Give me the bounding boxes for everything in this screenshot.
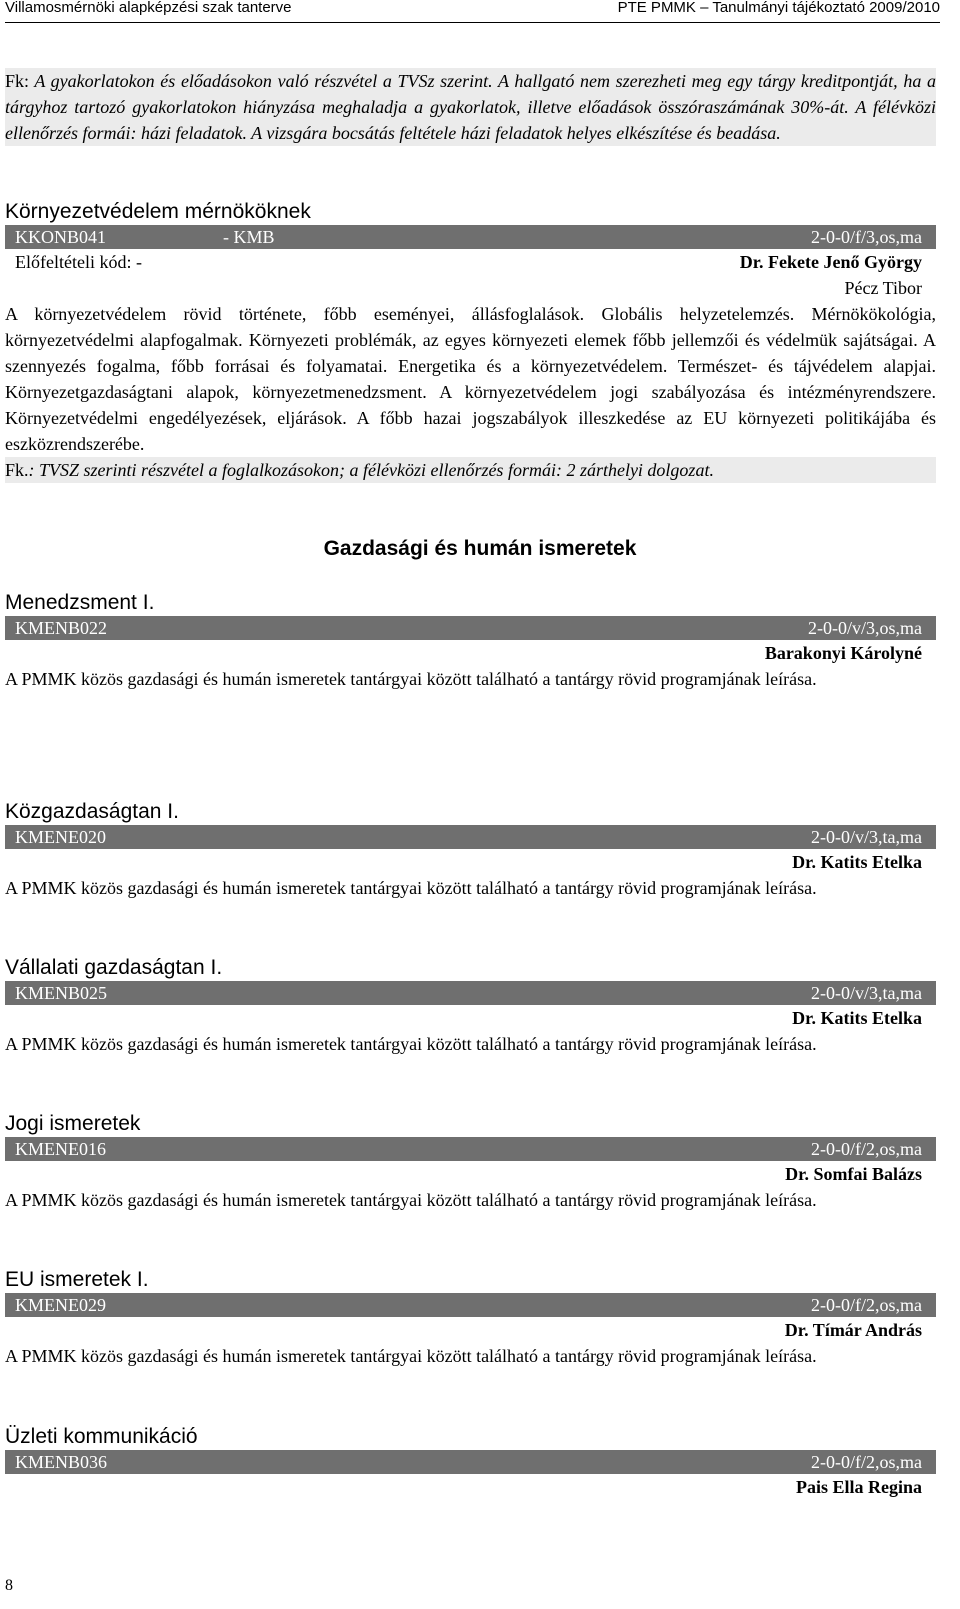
- course-code: KMENB025: [15, 983, 108, 1003]
- lecturer: Dr. Tímár András: [784, 1320, 922, 1340]
- course-title: Környezetvédelem mérnököknek: [5, 200, 311, 223]
- course-title: Vállalati gazdaságtan I.: [5, 956, 223, 979]
- course-block: [5, 590, 936, 692]
- course-code-bar: [5, 825, 936, 849]
- course-hours: 2-0-0/f/2,os,ma: [811, 1295, 922, 1315]
- course-environment: [5, 199, 936, 483]
- course-department: - KMB: [223, 227, 275, 247]
- course-description: A környezetvédelem rövid története, főbb eseményei, állásfoglalások. Globális helyzetelemzés. Mérnökökológia, környezetvédelmi alapfogalmak. Környezeti problémák, az egyes környezeti elemek főbb jellemzői és védelmük sajátságai. A szennyezés fogalma, főbb forrásai és folyamatai. Energetika és a környezetvédelem. Természet- és tájvédelem alapjai. Környezetgazdaságtani alapok, környezetmenedzsment. A környezetvédelem jogi szabályozása és intézményrendszere. Környezetvédelmi engedélyezések, eljárások. A főbb hazai jogszabályok illeszkedése az EU környezeti politikájába és eszközrendszerébe.: [5, 304, 936, 454]
- course-code-bar: [5, 225, 936, 249]
- course-hours: 2-0-0/v/3,ta,ma: [811, 827, 922, 847]
- course-requirements: [5, 457, 936, 483]
- lecturer: Dr. Fekete Jenő György: [739, 252, 922, 272]
- course-title: Közgazdaságtan I.: [5, 800, 179, 823]
- course-block: [5, 1267, 936, 1369]
- course-block: [5, 955, 936, 1057]
- page-header: [5, 0, 940, 23]
- course-description: A PMMK közös gazdasági és humán ismeretek tantárgyai között található a tantárgy rövid programjának leírása.: [5, 1190, 817, 1210]
- course-code: KMENE020: [15, 827, 106, 847]
- lecturer-secondary: Pécz Tibor: [844, 278, 922, 298]
- course-hours: 2-0-0/v/3,ta,ma: [811, 983, 922, 1003]
- course-description: A PMMK közös gazdasági és humán ismeretek tantárgyai között található a tantárgy rövid programjának leírása.: [5, 669, 817, 689]
- course-hours: 2-0-0/f/2,os,ma: [811, 1452, 922, 1472]
- requirements-label: Fk.: [5, 460, 29, 480]
- course-title: Menedzsment I.: [5, 591, 155, 614]
- requirements-note: [5, 68, 936, 146]
- course-description: A PMMK közös gazdasági és humán ismeretek tantárgyai között található a tantárgy rövid programjának leírása.: [5, 1346, 817, 1366]
- course-code: KMENE016: [15, 1139, 106, 1159]
- course-code: KMENB036: [15, 1452, 108, 1472]
- course-code-bar: [5, 1137, 936, 1161]
- header-right-text: PTE PMMK – Tanulmányi tájékoztató 2009/2010: [617, 0, 940, 16]
- course-code: KKONB041: [15, 227, 107, 247]
- course-block: [5, 799, 936, 901]
- note-text: A gyakorlatokon és előadásokon való részvétel a TVSz szerint. A hallgató nem szerezheti meg egy tárgy kreditpontját, ha a tárgyhoz tartozó gyakorlatokon hiányzása meghaladja a gyakorlatok, illetve előadások összóraszámának 30%-át. A félévközi ellenőrzés formái: házi feladatok. A vizsgára bocsátás feltétele házi feladatok helyes elkészítése és beadása.: [5, 71, 936, 143]
- course-code-bar: [5, 1450, 936, 1474]
- course-code-bar: [5, 981, 936, 1005]
- course-title: Üzleti kommunikáció: [5, 1425, 198, 1448]
- course-block: [5, 1111, 936, 1213]
- requirements-text: : TVSZ szerinti részvétel a foglalkozásokon; a félévközi ellenőrzés formái: 2 zárthelyi dolgozat.: [28, 460, 714, 480]
- course-code-bar: [5, 616, 936, 640]
- course-hours: 2-0-0/v/3,os,ma: [808, 618, 922, 638]
- page-number: 8: [5, 1577, 13, 1594]
- section-title: Gazdasági és humán ismeretek: [323, 537, 637, 560]
- course-code: KMENB022: [15, 618, 108, 638]
- course-hours: 2-0-0/f/2,os,ma: [811, 1139, 922, 1159]
- lecturer: Dr. Katits Etelka: [792, 1008, 922, 1028]
- course-block: [5, 1424, 936, 1500]
- course-code-bar: [5, 1293, 936, 1317]
- course-description: A PMMK közös gazdasági és humán ismeretek tantárgyai között található a tantárgy rövid programjának leírása.: [5, 878, 817, 898]
- lecturer: Dr. Somfai Balázs: [785, 1164, 922, 1184]
- course-description: A PMMK közös gazdasági és humán ismeretek tantárgyai között található a tantárgy rövid programjának leírása.: [5, 1034, 817, 1054]
- lecturer: Dr. Katits Etelka: [792, 852, 922, 872]
- course-hours: 2-0-0/f/3,os,ma: [811, 227, 922, 247]
- course-title: Jogi ismeretek: [5, 1112, 141, 1135]
- course-title: EU ismeretek I.: [5, 1268, 149, 1291]
- prerequisite: Előfeltételi kód: -: [15, 252, 142, 272]
- header-left-text: Villamosmérnöki alapképzési szak tanterve: [5, 0, 292, 16]
- lecturer: Pais Ella Regina: [795, 1477, 922, 1497]
- lecturer: Barakonyi Károlyné: [764, 643, 922, 663]
- course-code: KMENE029: [15, 1295, 106, 1315]
- note-label: Fk:: [5, 71, 30, 91]
